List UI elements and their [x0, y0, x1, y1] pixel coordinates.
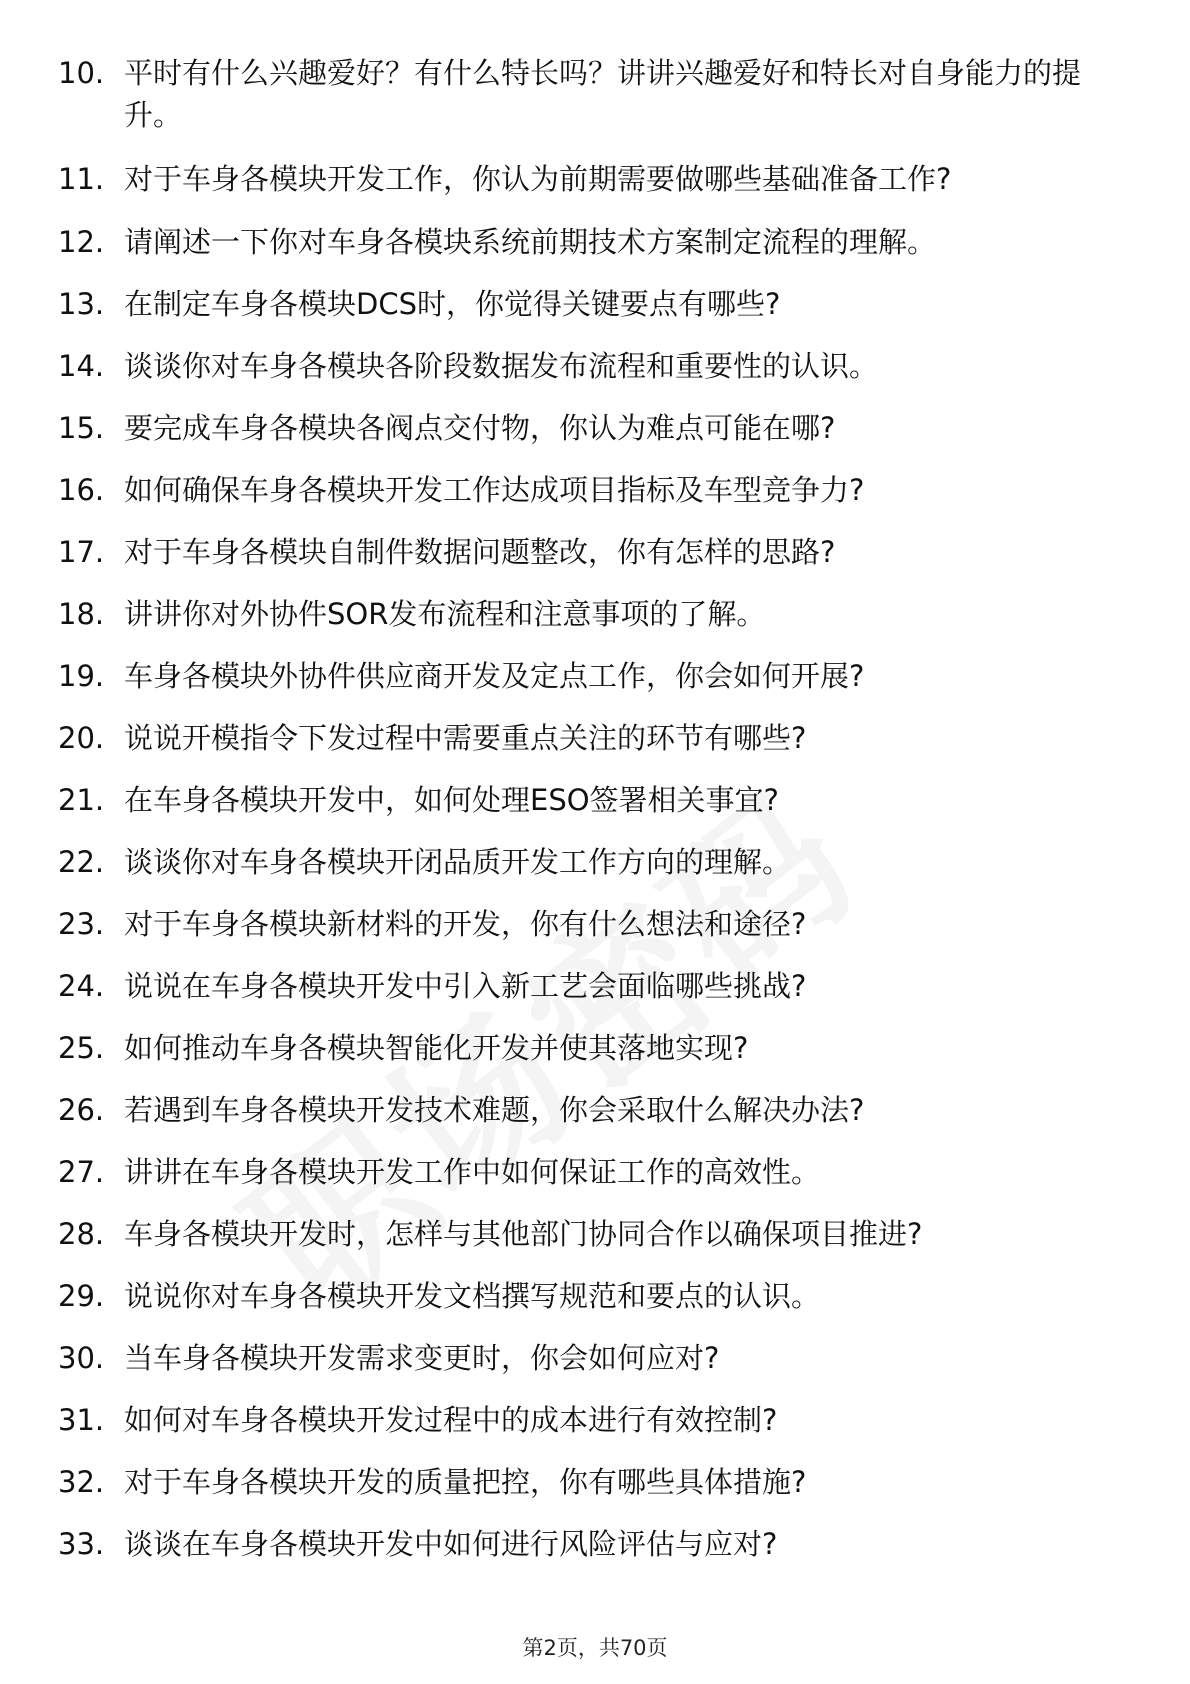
question-text: 讲讲你对外协件SOR发布流程和注意事项的了解。 — [124, 597, 766, 631]
question-number: 12. — [58, 225, 105, 259]
question-text: 讲讲在车身各模块开发工作中如何保证工作的高效性。 — [124, 1155, 821, 1189]
question-number: 11. — [58, 162, 105, 196]
question-item — [0, 966, 1190, 1006]
question-number: 31. — [58, 1403, 105, 1437]
question-item — [0, 656, 1190, 696]
question-text: 要完成车身各模块各阀点交付物，你认为难点可能在哪? — [124, 411, 836, 445]
question-text: 谈谈你对车身各模块各阶段数据发布流程和重要性的认识。 — [124, 349, 879, 383]
question-item — [0, 1152, 1190, 1192]
question-item — [0, 346, 1190, 386]
question-text: 对于车身各模块开发工作，你认为前期需要做哪些基础准备工作? — [124, 162, 952, 196]
question-number: 30. — [58, 1341, 105, 1375]
question-text: 谈谈在车身各模块开发中如何进行风险评估与应对? — [124, 1527, 778, 1561]
question-item — [0, 284, 1190, 324]
question-item — [0, 1090, 1190, 1130]
question-number: 32. — [58, 1465, 105, 1499]
question-number: 14. — [58, 349, 105, 383]
question-item — [0, 408, 1190, 448]
question-item — [0, 1462, 1190, 1502]
question-text: 若遇到车身各模块开发技术难题，你会采取什么解决办法? — [124, 1093, 865, 1127]
question-text: 对于车身各模块自制件数据问题整改，你有怎样的思路? — [124, 535, 836, 569]
question-number: 18. — [58, 597, 105, 631]
question-number: 33. — [58, 1527, 105, 1561]
question-text: 对于车身各模块开发的质量把控，你有哪些具体措施? — [124, 1465, 807, 1499]
question-number: 27. — [58, 1155, 105, 1189]
question-number: 26. — [58, 1093, 105, 1127]
question-item — [0, 1028, 1190, 1068]
question-text: 如何确保车身各模块开发工作达成项目指标及车型竞争力? — [124, 473, 865, 507]
question-number: 13. — [58, 287, 105, 321]
question-text: 说说在车身各模块开发中引入新工艺会面临哪些挑战? — [124, 969, 807, 1003]
question-item — [0, 532, 1190, 572]
question-item — [0, 1276, 1190, 1316]
question-number: 29. — [58, 1279, 105, 1313]
question-number: 15. — [58, 411, 105, 445]
question-text: 对于车身各模块新材料的开发，你有什么想法和途径? — [124, 907, 807, 941]
question-item — [0, 470, 1190, 510]
question-text: 谈谈你对车身各模块开闭品质开发工作方向的理解。 — [124, 845, 792, 879]
question-text: 请阐述一下你对车身各模块系统前期技术方案制定流程的理解。 — [124, 225, 937, 259]
question-number: 24. — [58, 969, 105, 1003]
question-text: 说说你对车身各模块开发文档撰写规范和要点的认识。 — [124, 1279, 821, 1313]
question-item — [0, 52, 1190, 136]
question-text: 车身各模块开发时，怎样与其他部门协同合作以确保项目推进? — [124, 1217, 923, 1251]
question-item — [0, 1400, 1190, 1440]
question-text: 车身各模块外协件供应商开发及定点工作，你会如何开展? — [124, 659, 865, 693]
question-number: 20. — [58, 721, 105, 755]
question-number: 19. — [58, 659, 105, 693]
question-item — [0, 780, 1190, 820]
question-list — [0, 52, 1190, 1586]
question-item — [0, 158, 1190, 200]
question-number: 17. — [58, 535, 105, 569]
question-number: 25. — [58, 1031, 105, 1065]
question-text: 说说开模指令下发过程中需要重点关注的环节有哪些? — [124, 721, 807, 755]
question-text: 如何对车身各模块开发过程中的成本进行有效控制? — [124, 1403, 778, 1437]
question-number: 21. — [58, 783, 105, 817]
question-number: 16. — [58, 473, 105, 507]
question-item — [0, 222, 1190, 262]
question-item — [0, 904, 1190, 944]
question-item — [0, 1214, 1190, 1254]
question-item — [0, 718, 1190, 758]
question-item — [0, 1524, 1190, 1564]
page-number-footer: 第2页，共70页 — [522, 1636, 668, 1660]
question-item — [0, 842, 1190, 882]
question-number: 22. — [58, 845, 105, 879]
question-text: 在制定车身各模块DCS时，你觉得关键要点有哪些? — [124, 287, 781, 321]
question-number: 23. — [58, 907, 105, 941]
question-number: 28. — [58, 1217, 105, 1251]
question-item — [0, 594, 1190, 634]
question-text: 平时有什么兴趣爱好？有什么特长吗？讲讲兴趣爱好和特长对自身能力的提升。 — [124, 56, 1082, 132]
question-item — [0, 1338, 1190, 1378]
question-text: 当车身各模块开发需求变更时，你会如何应对? — [124, 1341, 720, 1375]
question-text: 在车身各模块开发中，如何处理ESO签署相关事宜? — [124, 783, 779, 817]
question-number: 10. — [58, 56, 105, 90]
question-text: 如何推动车身各模块智能化开发并使其落地实现? — [124, 1031, 749, 1065]
